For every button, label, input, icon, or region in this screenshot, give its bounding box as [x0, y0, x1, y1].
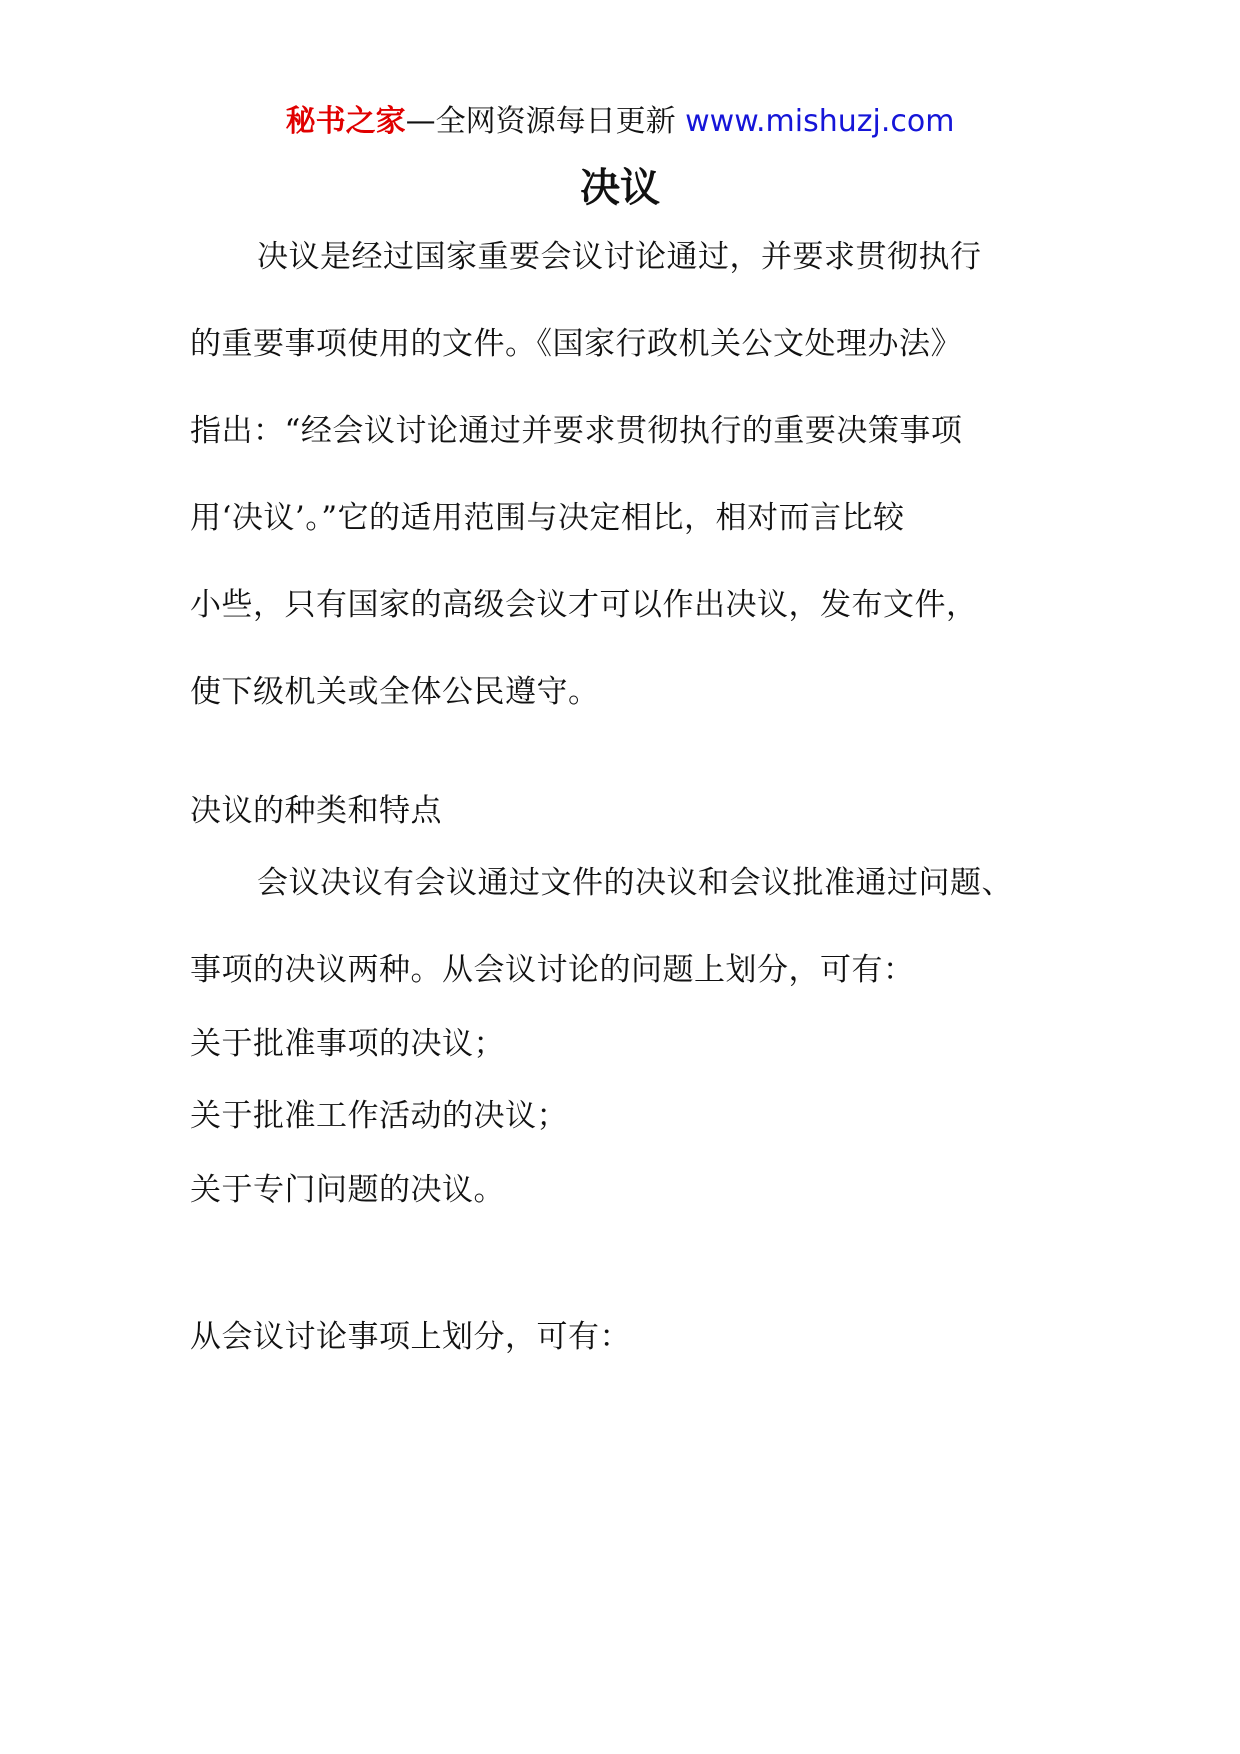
- paragraph-line: 用‘决议’。”它的适用范围与决定相比，相对而言比较: [190, 500, 905, 536]
- site-header: [0, 102, 1240, 142]
- paragraph-line: 事项的决议两种。从会议讨论的问题上划分，可有：: [190, 952, 915, 988]
- brand-name: 秘书之家: [285, 104, 406, 139]
- paragraph-line: 小些，只有国家的高级会议才可以作出决议，发布文件，: [190, 587, 978, 623]
- header-slogan: —全网资源每日更新: [405, 104, 676, 139]
- site-url-link[interactable]: www.mishuzj.com: [685, 104, 955, 139]
- paragraph-line: 决议是经过国家重要会议讨论通过，并要求贯彻执行: [257, 239, 982, 275]
- list-item: 关于批准工作活动的决议；: [190, 1098, 568, 1134]
- paragraph-line: 指出：“经会议讨论通过并要求贯彻执行的重要决策事项: [190, 413, 963, 449]
- paragraph-line: 使下级机关或全体公民遵守。: [190, 674, 600, 710]
- document-title: 决议: [580, 165, 660, 211]
- list-item: 关于批准事项的决议；: [190, 1026, 505, 1062]
- section-heading: 决议的种类和特点: [190, 793, 442, 829]
- paragraph-line: 会议决议有会议通过文件的决议和会议批准通过问题、: [257, 865, 1013, 901]
- paragraph-line: 的重要事项使用的文件。《国家行政机关公文处理办法》: [190, 326, 962, 362]
- paragraph-line: 从会议讨论事项上划分，可有：: [190, 1319, 631, 1355]
- list-item: 关于专门问题的决议。: [190, 1172, 505, 1208]
